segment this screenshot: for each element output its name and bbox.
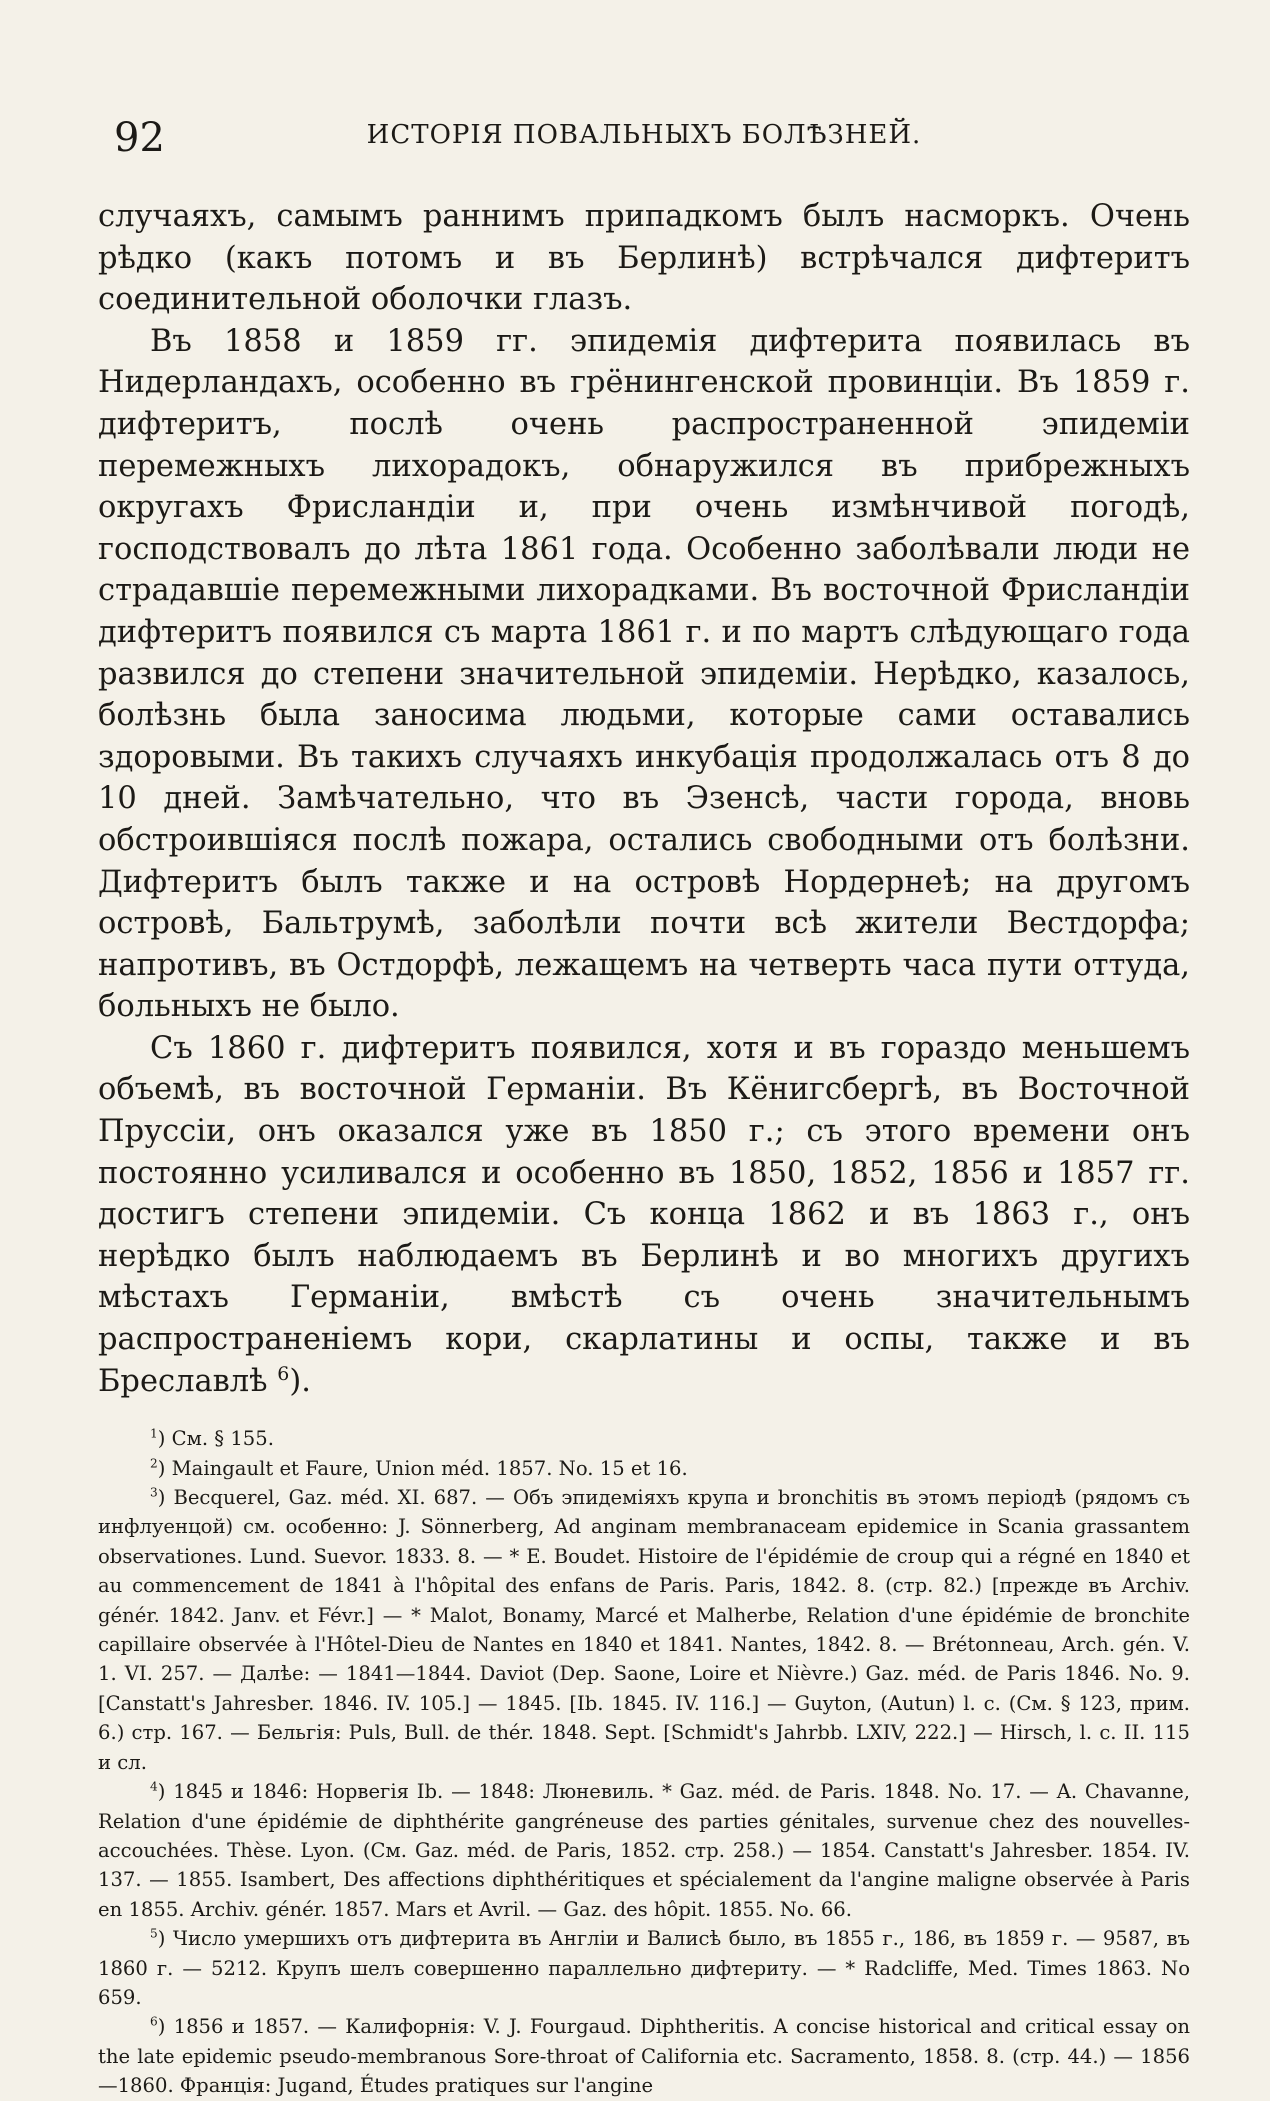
- paragraph-3-end: ).: [289, 1363, 311, 1399]
- footnote-4: [98, 1777, 1190, 1924]
- paragraph-3: [98, 1028, 1190, 1402]
- footnote-5: [98, 1924, 1190, 2012]
- footnote-mark: 4: [150, 1779, 158, 1794]
- paragraph-3-text: Съ 1860 г. дифтеритъ появился, хотя и въ гораздо меньшемъ объемѣ, въ восточной Германіи. Въ Кёнигсбергѣ, въ Восточной Пруссіи, онъ оказался уже въ 1850 г.; съ этого времени онъ постоянно усиливался и особенно въ 1850, 1852, 1856 и 1857 гг. достигъ степени эпидеміи. Съ конца 1862 и въ 1863 г., онъ нерѣдко былъ наблюдаемъ въ Берлинѣ и во многихъ другихъ мѣстахъ Германіи, вмѣстѣ съ очень значительнымъ распространеніемъ кори, скарлатины и оспы, также и въ Бреславлѣ: [98, 1030, 1190, 1399]
- footnote-text: ) 1856 и 1857. — Калифорнія: V. J. Fourgaud. Diphtheritis. A concise historical and critical essay on the late epidemic pseudo-membranous Sore-throat of California etc. Sacramento, 1858. 8. (стр. 44.) — 1856—1860. Франція: Jugand, Études pratiques sur l'angine: [98, 2015, 1190, 2098]
- footnote-text: ) Becquerel, Gaz. méd. XI. 687. — Объ эпидеміяхъ крупа и bronchitis въ этомъ періодѣ (рядомъ съ инфлуенцой) см. особенно: J. Sönnerberg, Ad anginam membranaceam epidemice in Scania grassantem observationes. Lund. Suevor. 1833. 8. — * E. Boudet. Histoire de l'épidémie de croup qui a régné en 1840 et au commencement de 1841 à l'hôpital des enfans de Paris. Paris, 1842. 8. (стр. 82.) [прежде въ Archiv. génér. 1842. Janv. et Févr.] — * Malot, Bonamy, Marcé et Malherbe, Relation d'une épidémie de bronchite capillaire observée à l'Hôtel-Dieu de Nantes en 1840 et 1841. Nantes, 1842. 8. — Brétonneau, Arch. gén. V. 1. VI. 257. — Далѣе: — 1841—1844. Daviot (Dep. Saone, Loire et Nièvre.) Gaz. méd. de Paris 1846. No. 9. [Canstatt's Jahresber. 1846. IV. 105.] — 1845. [Ib. 1845. IV. 116.] — Guyton, (Autun) l. c. (См. § 123, прим. 6.) стр. 167. — Бельгія: Puls, Bull. de thér. 1848. Sept. [Schmidt's Jahrbb. LXIV, 222.] — Hirsch, l. c. II. 115 и сл.: [98, 1486, 1190, 1774]
- footnote-mark: 6: [150, 2014, 158, 2029]
- paragraph-2: Въ 1858 и 1859 гг. эпидемія дифтерита появилась въ Нидерландахъ, особенно въ грёнингенской провинціи. Въ 1859 г. дифтеритъ, послѣ очень распространенной эпидеміи перемежныхъ лихорадокъ, обнаружился въ прибрежныхъ округахъ Фрисландіи и, при очень измѣнчивой погодѣ, господствовалъ до лѣта 1861 года. Особенно заболѣвали люди не страдавшіе перемежными лихорадками. Въ восточной Фрисландіи дифтеритъ появился съ марта 1861 г. и по мартъ слѣдующаго года развился до степени значительной эпидеміи. Нерѣдко, казалось, болѣзнь была заносима людьми, которые сами оставались здоровыми. Въ такихъ случаяхъ инкубація продолжалась отъ 8 до 10 дней. Замѣчательно, что въ Эзенсѣ, части города, вновь обстроившіяся послѣ пожара, остались свободными отъ болѣзни. Дифтеритъ былъ также и на островѣ Нордернеѣ; на другомъ островѣ, Бальтрумѣ, заболѣли почти всѣ жители Вестдорфа; напротивъ, въ Остдорфѣ, лежащемъ на четверть часа пути оттуда, больныхъ не было.: [98, 323, 1190, 1025]
- page-number: 92: [114, 115, 165, 161]
- footnote-text: ) 1845 и 1846: Норвегія Ib. — 1848: Люневиль. * Gaz. méd. de Paris. 1848. No. 17. — A. Chavanne, Relation d'une épidémie de diphthérite gangréneuse des parties génitales, survenue chez des nouvelles-accouchées. Thèse. Lyon. (См. Gaz. méd. de Paris, 1852. стр. 258.) — 1854. Canstatt's Jahresber. 1854. IV. 137. — 1855. Isambert, Des affections diphthéritiques et spécialement da l'angine maligne observée à Paris en 1855. Archiv. génér. 1857. Mars et Avril. — Gaz. des hôpit. 1855. No. 66.: [98, 1780, 1190, 1921]
- footnotes: [98, 1424, 1190, 2100]
- footnote-ref-6: 6: [277, 1362, 290, 1385]
- footnote-text: ) См. § 155.: [157, 1427, 274, 1451]
- footnote-1: [98, 1424, 1190, 1453]
- footnote-3: [98, 1483, 1190, 1777]
- running-head: ИСТОРІЯ ПОВАЛЬНЫХЪ БОЛѢЗНЕЙ.: [366, 120, 922, 150]
- footnote-mark: 3: [150, 1485, 158, 1500]
- footnote-mark: 2: [150, 1456, 158, 1471]
- page-header: [98, 110, 1190, 166]
- body-text: [98, 196, 1190, 1402]
- footnote-mark: 5: [150, 1926, 158, 1941]
- footnote-text: ) Число умершихъ отъ дифтерита въ Англіи и Валисѣ было, въ 1855 г., 186, въ 1859 г. — 9587, въ 1860 г. — 5212. Крупъ шелъ совершенно параллельно дифтериту. — * Radcliffe, Med. Times 1863. No 659.: [98, 1927, 1190, 2009]
- paragraph-1: случаяхъ, самымъ раннимъ припадкомъ былъ насморкъ. Очень рѣдко (какъ потомъ и въ Берлинѣ) встрѣчался дифтеритъ соединительной оболочки глазъ.: [98, 199, 1190, 318]
- footnote-2: [98, 1454, 1190, 1483]
- footnote-6: [98, 2012, 1190, 2100]
- footnote-mark: 1: [150, 1426, 158, 1441]
- footnote-text: ) Maingault et Faure, Union méd. 1857. No. 15 et 16.: [157, 1456, 688, 1480]
